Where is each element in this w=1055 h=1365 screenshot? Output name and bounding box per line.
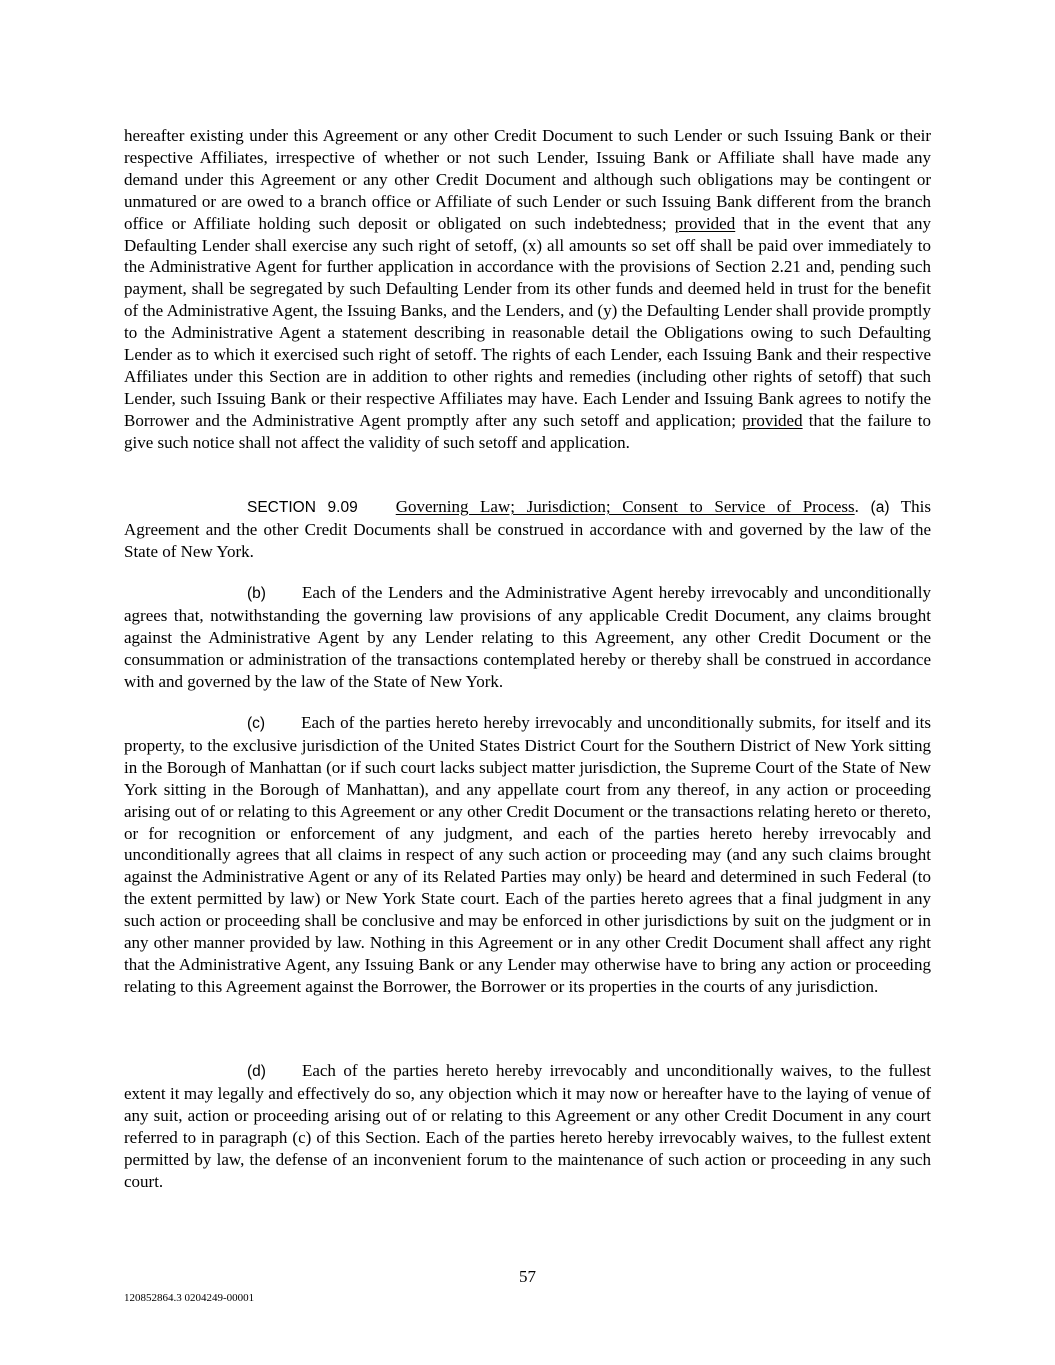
section-title-period: .	[854, 497, 859, 516]
subsection-d-text: Each of the parties hereto hereby irrevocably and unconditionally waives, to the fullest extent it may legally and effectively do so, any objection which it may now or hereafter have to the laying of venue of any suit, action or proceeding arising out of or relating to this Agreement or any other Credit Document in any court referred to in paragraph (c) of this Section. Each of the parties hereto hereby irrevocably waives, to the fullest extent permitted by law, the defense of an inconvenient forum to the maintenance of such action or proceeding in any such court.	[124, 1061, 931, 1191]
section-9-09-paragraph	[124, 496, 931, 563]
provided-term-1: provided	[674, 213, 736, 233]
subsection-c-label: (c)	[247, 715, 266, 732]
section-number: SECTION 9.09	[247, 499, 358, 516]
setoff-text-3: that the failure to give such notice shall not affect the validity of such setoff and application.	[124, 410, 932, 452]
provided-term-2: provided	[742, 410, 803, 430]
section-title: Governing Law; Jurisdiction; Consent to Service of Process	[395, 497, 855, 516]
subsection-c-text: Each of the parties hereto hereby irrevocably and unconditionally submits, for itself and its property, to the exclusive jurisdiction of the United States District Court for the Southern District of New York sitting in the Borough of Manhattan (or if such court lacks subject matter jurisdiction, the Supreme Court of the State of New York sitting in the Borough of Manhattan), and any appellate court from any thereof, in any action or proceeding arising out of or relating to this Agreement or any other Credit Document or the transactions relating hereto or thereto, or for recognition or enforcement of any judgment, and each of the parties hereto hereby irrevocably and unconditionally agrees that all claims in respect of any such action or proceeding may (and any such claims brought against the Administrative Agent or any of its Related Parties may only) be heard and determined in such Federal (to the extent permitted by law) or New York State court. Each of the parties hereto agrees that a final judgment in any such action or proceeding shall be conclusive and may be enforced in other jurisdictions by suit on the judgment or in any other manner provided by law. Nothing in this Agreement or in any other Credit Document shall affect any right that the Administrative Agent, any Issuing Bank or any Lender may otherwise have to bring any action or proceeding relating to this Agreement against the Borrower, the Borrower or its properties in the courts of any jurisdiction.	[124, 713, 931, 996]
setoff-paragraph	[124, 125, 931, 454]
subsection-d-paragraph	[124, 1060, 931, 1192]
setoff-text-2: that in the event that any Defaulting Lender shall exercise any such right of setoff, (x) all amounts so set off shall be paid over immediately to the Administrative Agent for further application in accordance with the provisions of Section 2.21 and, pending such payment, shall be segregated by such Defaulting Lender from its other funds and deemed held in trust for the benefit of the Administrative Agent, the Issuing Banks, and the Lenders, and (y) the Defaulting Lender shall provide promptly to the Administrative Agent a statement describing in reasonable detail the Obligations owing to such Defaulting Lender as to which it exercised such right of setoff. The rights of each Lender, each Issuing Bank and their respective Affiliates under this Section are in addition to other rights and remedies (including other rights of setoff) that such Lender, such Issuing Bank or their respective Affiliates may have. Each Lender and Issuing Bank agrees to notify the Borrower and the Administrative Agent promptly after any such setoff and application;	[124, 213, 931, 430]
subsection-b-text: Each of the Lenders and the Administrative Agent hereby irrevocably and unconditionally agrees that, notwithstanding the governing law provisions of any applicable Credit Document, any claims brought against the Administrative Agent by any Lender relating to this Agreement, any other Credit Document or the consummation or administration of the transactions contemplated hereby or thereby shall be construed in accordance with and governed by the law of the State of New York.	[124, 583, 931, 691]
subsection-a-text: This Agreement and the other Credit Documents shall be construed in accordance with and governed by the law of the State of New York.	[124, 497, 932, 561]
subsection-a-label: (a)	[870, 499, 890, 516]
document-id: 120852864.3 0204249-00001	[124, 1292, 255, 1304]
page-number: 57	[519, 1267, 536, 1286]
subsection-c-paragraph	[124, 712, 931, 998]
subsection-b-label: (b)	[247, 585, 266, 602]
subsection-b-paragraph	[124, 582, 931, 693]
subsection-d-label: (d)	[247, 1063, 266, 1080]
setoff-text-1: hereafter existing under this Agreement or any other Credit Document to such Lender or such Issuing Bank or their respective Affiliates, irrespective of whether or not such Lender, Issuing Bank or Affiliate shall have made any demand under this Agreement or any other Credit Document and although such obligations may be contingent or unmatured or are owed to a branch office or Affiliate of such Lender or such Issuing Bank different from the branch office or Affiliate holding such deposit or obligated on such indebtedness;	[124, 126, 931, 233]
